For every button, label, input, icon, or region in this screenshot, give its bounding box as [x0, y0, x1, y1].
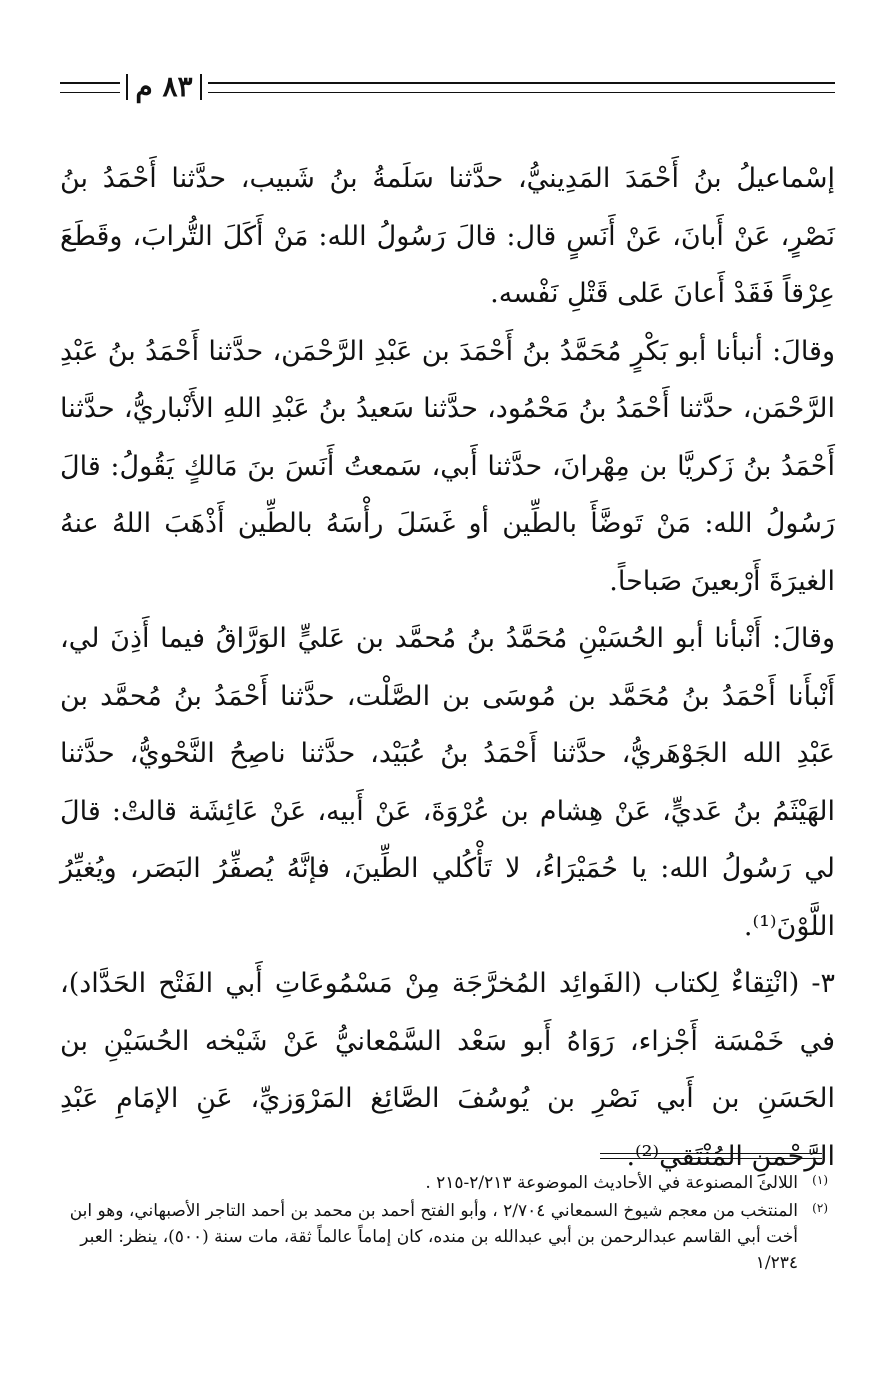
paragraph-2: وقالَ: أنبأنا أبو بَكْرٍ مُحَمَّدُ بنُ أَحْمَدَ بن عَبْدِ الرَّحْمَن، حدَّثنا أَحْمَدُ بنُ عَبْدِ الرَّحْمَن، حدَّثنا أَحْمَدُ بنُ مَحْمُود، حدَّثنا سَعيدُ بنُ عَبْدِ اللهِ الأَنْباريُّ، حدَّثنا أَحْمَدُ بنُ زَكريَّا بن مِهْرانَ، حدَّثنا أَبي، سَمعتُ أَنَسَ بنَ مَالكٍ يَقُولُ: قالَ رَسُولُ الله: مَنْ تَوضَّأَ بالطِّين أو غَسَلَ رأْسَهُ بالطِّين أَذْهَبَ اللهُ عنهُ الغيرَةَ أَرْبعينَ صَباحاً. [60, 335, 835, 597]
header-rule-left [60, 82, 120, 93]
footnote-text: المنتخب من معجم شيوخ السمعاني ٢/٧٠٤ ، وأبو الفتح أحمد بن محمد بن أحمد التاجر الأصبهاني، وهو ابن أخت أبي القاسم عبدالرحمن بن أبي عبدالله بن منده، كان إماماً عالماً ثقة، مات سنة (٥٠٠)، ينظر: العبر ١/٢٣٤ [69, 1201, 798, 1273]
paragraph-item-3: ٣- (انْتِقاءٌ لِكتاب (الفَوائِد المُخرَّجَة مِنْ مَسْمُوعَاتِ أَبي الفَتْح الحَدَّاد)، في خَمْسَة أَجْزاء، رَوَاهُ أَبو سَعْد السَّمْعانيُّ عَنْ شَيْخه الحُسَيْنِ بن الحَسَنِ بن أَبي نَصْرِ بن يُوسُفَ الصَّائِغ المَرْوَزيِّ، عَنِ الإمَامِ عَبْدِ الرَّحْمنِ المُنْتَقي⁽²⁾. [60, 968, 835, 1172]
header-divider-left [126, 74, 128, 100]
main-text [60, 150, 835, 1185]
page-header [60, 72, 835, 112]
footnote-2 [60, 1198, 828, 1276]
page-number: ٨٣ م [135, 70, 193, 103]
footnote-mark: (٢) [812, 1201, 828, 1215]
header-divider-right [200, 74, 202, 100]
footnotes [60, 1170, 828, 1278]
paragraph-1: إسْماعيلُ بنُ أَحْمَدَ المَدِينيُّ، حدَّثنا سَلَمةُ بنُ شَبيب، حدَّثنا أَحْمَدُ بنُ نَصْرٍ، عَنْ أَبانَ، عَنْ أَنَسٍ قال: قالَ رَسُولُ الله: مَنْ أَكَلَ التُّرابَ، وقَطَعَ عِرْقاً فَقَدْ أَعانَ عَلى قَتْلِ نَفْسه. [60, 163, 835, 309]
footnote-1 [60, 1170, 828, 1196]
paragraph-3: وقالَ: أَنْبأنا أبو الحُسَيْنِ مُحَمَّدُ بنُ مُحمَّد بن عَليٍّ الوَرَّاقُ فيما أَذِنَ لي، أَنْبأَنا أَحْمَدُ بنُ مُحَمَّد بن مُوسَى بن الصَّلْت، حدَّثنا أَحْمَدُ بنُ مُحمَّد بن عَبْدِ الله الجَوْهَريُّ، حدَّثنا أَحْمَدُ بنُ عُبَيْد، حدَّثنا ناصِحُ النَّحْويُّ، حدَّثنا الهَيْثَمُ بنُ عَديٍّ، عَنْ هِشام بن عُرْوَةَ، عَنْ أَبيه، عَنْ عَائِشَة قالتْ: قالَ لي رَسُولُ الله: يا حُمَيْرَاءُ، لا تَأْكُلي الطِّينَ، فإنَّهُ يُصفِّرُ البَصَر، ويُغيِّرُ اللَّوْنَ⁽¹⁾. [60, 623, 835, 942]
footnote-mark: (١) [812, 1173, 828, 1187]
footnote-separator [600, 1153, 822, 1159]
footnote-text: اللالئ المصنوعة في الأحاديث الموضوعة ٢/٢١٣-٢١٥ . [425, 1173, 798, 1193]
header-rule-right [208, 82, 835, 93]
